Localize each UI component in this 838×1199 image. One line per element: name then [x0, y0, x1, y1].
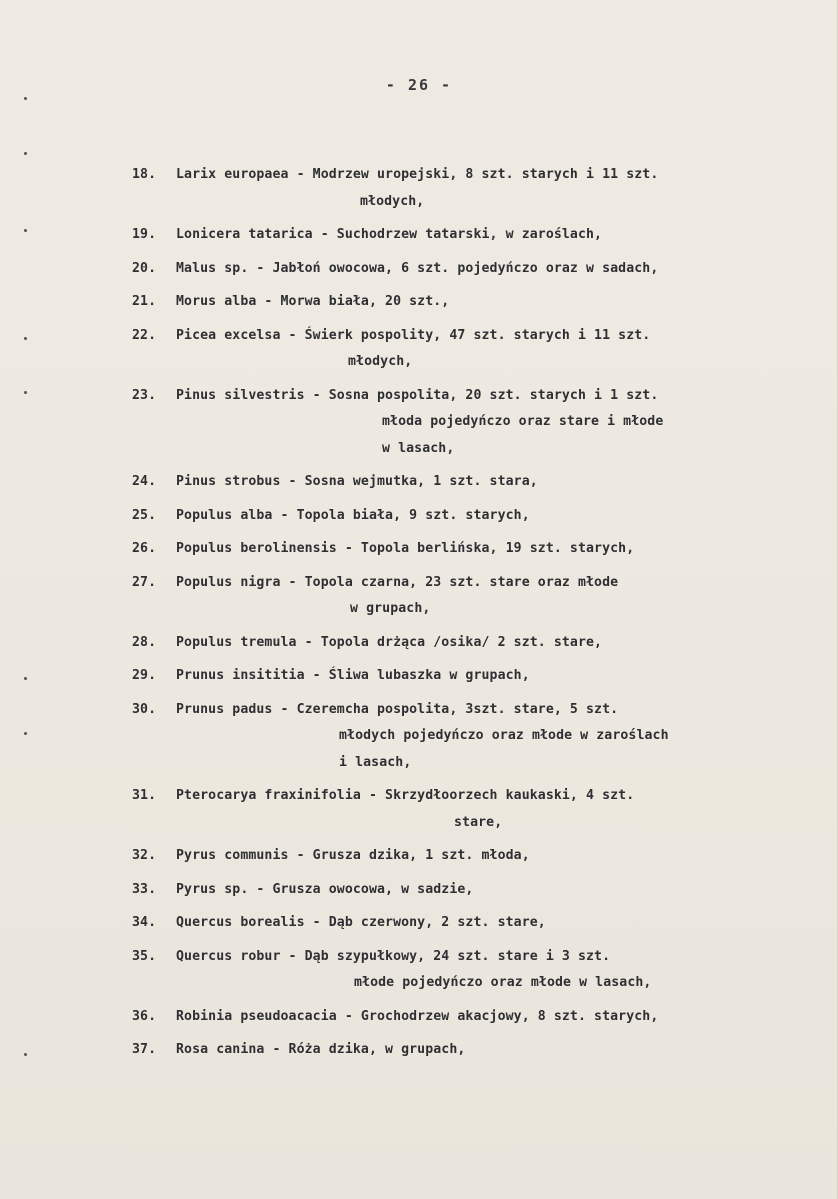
- species-entry: [132, 162, 832, 215]
- species-entry: [132, 256, 832, 283]
- entry-number: 32.: [132, 848, 157, 863]
- entry-number: 28.: [132, 634, 157, 650]
- species-entry: [132, 503, 832, 530]
- species-entry: [132, 469, 832, 496]
- entry-text: Quercus borealis - Dąb czerwony, 2 szt. stare,: [176, 915, 546, 930]
- entry-text: Pinus strobus - Sosna wejmutka, 1 szt. stara,: [176, 474, 538, 489]
- entry-text: Populus alba - Topola biała, 9 szt. starych,: [176, 507, 530, 523]
- entry-continuation: stare,: [454, 814, 503, 830]
- entry-number: 20.: [132, 260, 157, 276]
- entry-continuation: i lasach,: [339, 754, 412, 770]
- margin-mark: [24, 732, 27, 735]
- entry-number: 27.: [132, 574, 157, 590]
- entry-continuation: w grupach,: [350, 601, 431, 616]
- entry-text: Populus berolinensis - Topola berlińska, 19 szt. starych,: [176, 541, 635, 556]
- entry-text: Pyrus communis - Grusza dzika, 1 szt. młoda,: [176, 848, 530, 863]
- entry-number: 35.: [132, 948, 157, 964]
- margin-mark: [24, 677, 27, 680]
- entry-number: 36.: [132, 1008, 157, 1024]
- entry-text: Rosa canina - Róża dzika, w grupach,: [176, 1042, 466, 1057]
- entry-text: Larix europaea - Modrzew uropejski, 8 szt. starych i 11 szt.: [176, 167, 659, 182]
- entry-text: Morus alba - Morwa biała, 20 szt.,: [176, 294, 450, 309]
- entry-number: 19.: [132, 227, 157, 242]
- margin-mark: [24, 1053, 27, 1056]
- entry-continuation: młoda pojedyńczo oraz stare i młode: [382, 414, 664, 429]
- species-entry: [132, 536, 832, 563]
- entry-number: 26.: [132, 541, 157, 556]
- entry-number: 18.: [132, 167, 157, 182]
- entry-text: Lonicera tatarica - Suchodrzew tatarski, w zaroślach,: [176, 227, 603, 242]
- species-entry: [132, 910, 832, 937]
- species-entry: [132, 383, 832, 463]
- species-entry: [132, 663, 832, 690]
- species-entry: [132, 289, 832, 316]
- entry-text: Pterocarya fraxinifolia - Skrzydłoorzech kaukaski, 4 szt.: [176, 788, 635, 803]
- margin-mark: [24, 229, 27, 232]
- entry-continuation: młodych,: [348, 354, 413, 369]
- entry-continuation: młode pojedyńczo oraz młode w lasach,: [354, 975, 652, 990]
- margin-mark: [24, 337, 27, 340]
- entry-number: 29.: [132, 668, 157, 683]
- entry-text: Populus tremula - Topola drżąca /osika/ 2 szt. stare,: [176, 634, 603, 650]
- entry-number: 23.: [132, 387, 157, 403]
- entry-number: 22.: [132, 327, 157, 343]
- entry-number: 21.: [132, 294, 157, 309]
- margin-mark: [24, 152, 27, 155]
- entry-number: 33.: [132, 881, 157, 897]
- entry-text: Malus sp. - Jabłoń owocowa, 6 szt. pojedyńczo oraz w sadach,: [176, 260, 659, 276]
- entry-text: Pinus silvestris - Sosna pospolita, 20 szt. starych i 1 szt.: [176, 387, 659, 403]
- margin-mark: [24, 391, 27, 394]
- species-entry: [132, 1004, 832, 1031]
- entry-text: Prunus insititia - Śliwa lubaszka w grupach,: [176, 668, 530, 683]
- species-entry: [132, 323, 832, 376]
- entry-text: Prunus padus - Czeremcha pospolita, 3szt. stare, 5 szt.: [176, 701, 619, 717]
- species-entry: [132, 222, 832, 249]
- species-entry: [132, 783, 832, 836]
- entry-text: Robinia pseudoacacia - Grochodrzew akacjowy, 8 szt. starych,: [176, 1008, 659, 1024]
- margin-mark: [24, 97, 27, 100]
- entry-number: 24.: [132, 474, 157, 489]
- entry-number: 37.: [132, 1042, 157, 1057]
- species-entry: [132, 697, 832, 777]
- entry-number: 34.: [132, 915, 157, 930]
- entry-number: 25.: [132, 507, 157, 523]
- species-entry: [132, 1037, 832, 1064]
- entry-continuation: młodych pojedyńczo oraz młode w zaroślach: [339, 728, 669, 743]
- entry-text: Quercus robur - Dąb szypułkowy, 24 szt. stare i 3 szt.: [176, 948, 611, 964]
- entry-number: 31.: [132, 788, 157, 803]
- entry-continuation: w lasach,: [382, 440, 455, 456]
- entry-text: Picea excelsa - Świerk pospolity, 47 szt. starych i 11 szt.: [176, 327, 651, 343]
- species-list: [132, 162, 832, 1071]
- species-entry: [132, 570, 832, 623]
- entry-number: 30.: [132, 701, 157, 717]
- species-entry: [132, 630, 832, 657]
- entry-continuation: młodych,: [360, 193, 425, 209]
- entry-text: Populus nigra - Topola czarna, 23 szt. stare oraz młode: [176, 574, 619, 590]
- species-entry: [132, 877, 832, 904]
- page-number: - 26 -: [385, 76, 453, 94]
- species-entry: [132, 843, 832, 870]
- entry-text: Pyrus sp. - Grusza owocowa, w sadzie,: [176, 881, 474, 897]
- species-entry: [132, 944, 832, 997]
